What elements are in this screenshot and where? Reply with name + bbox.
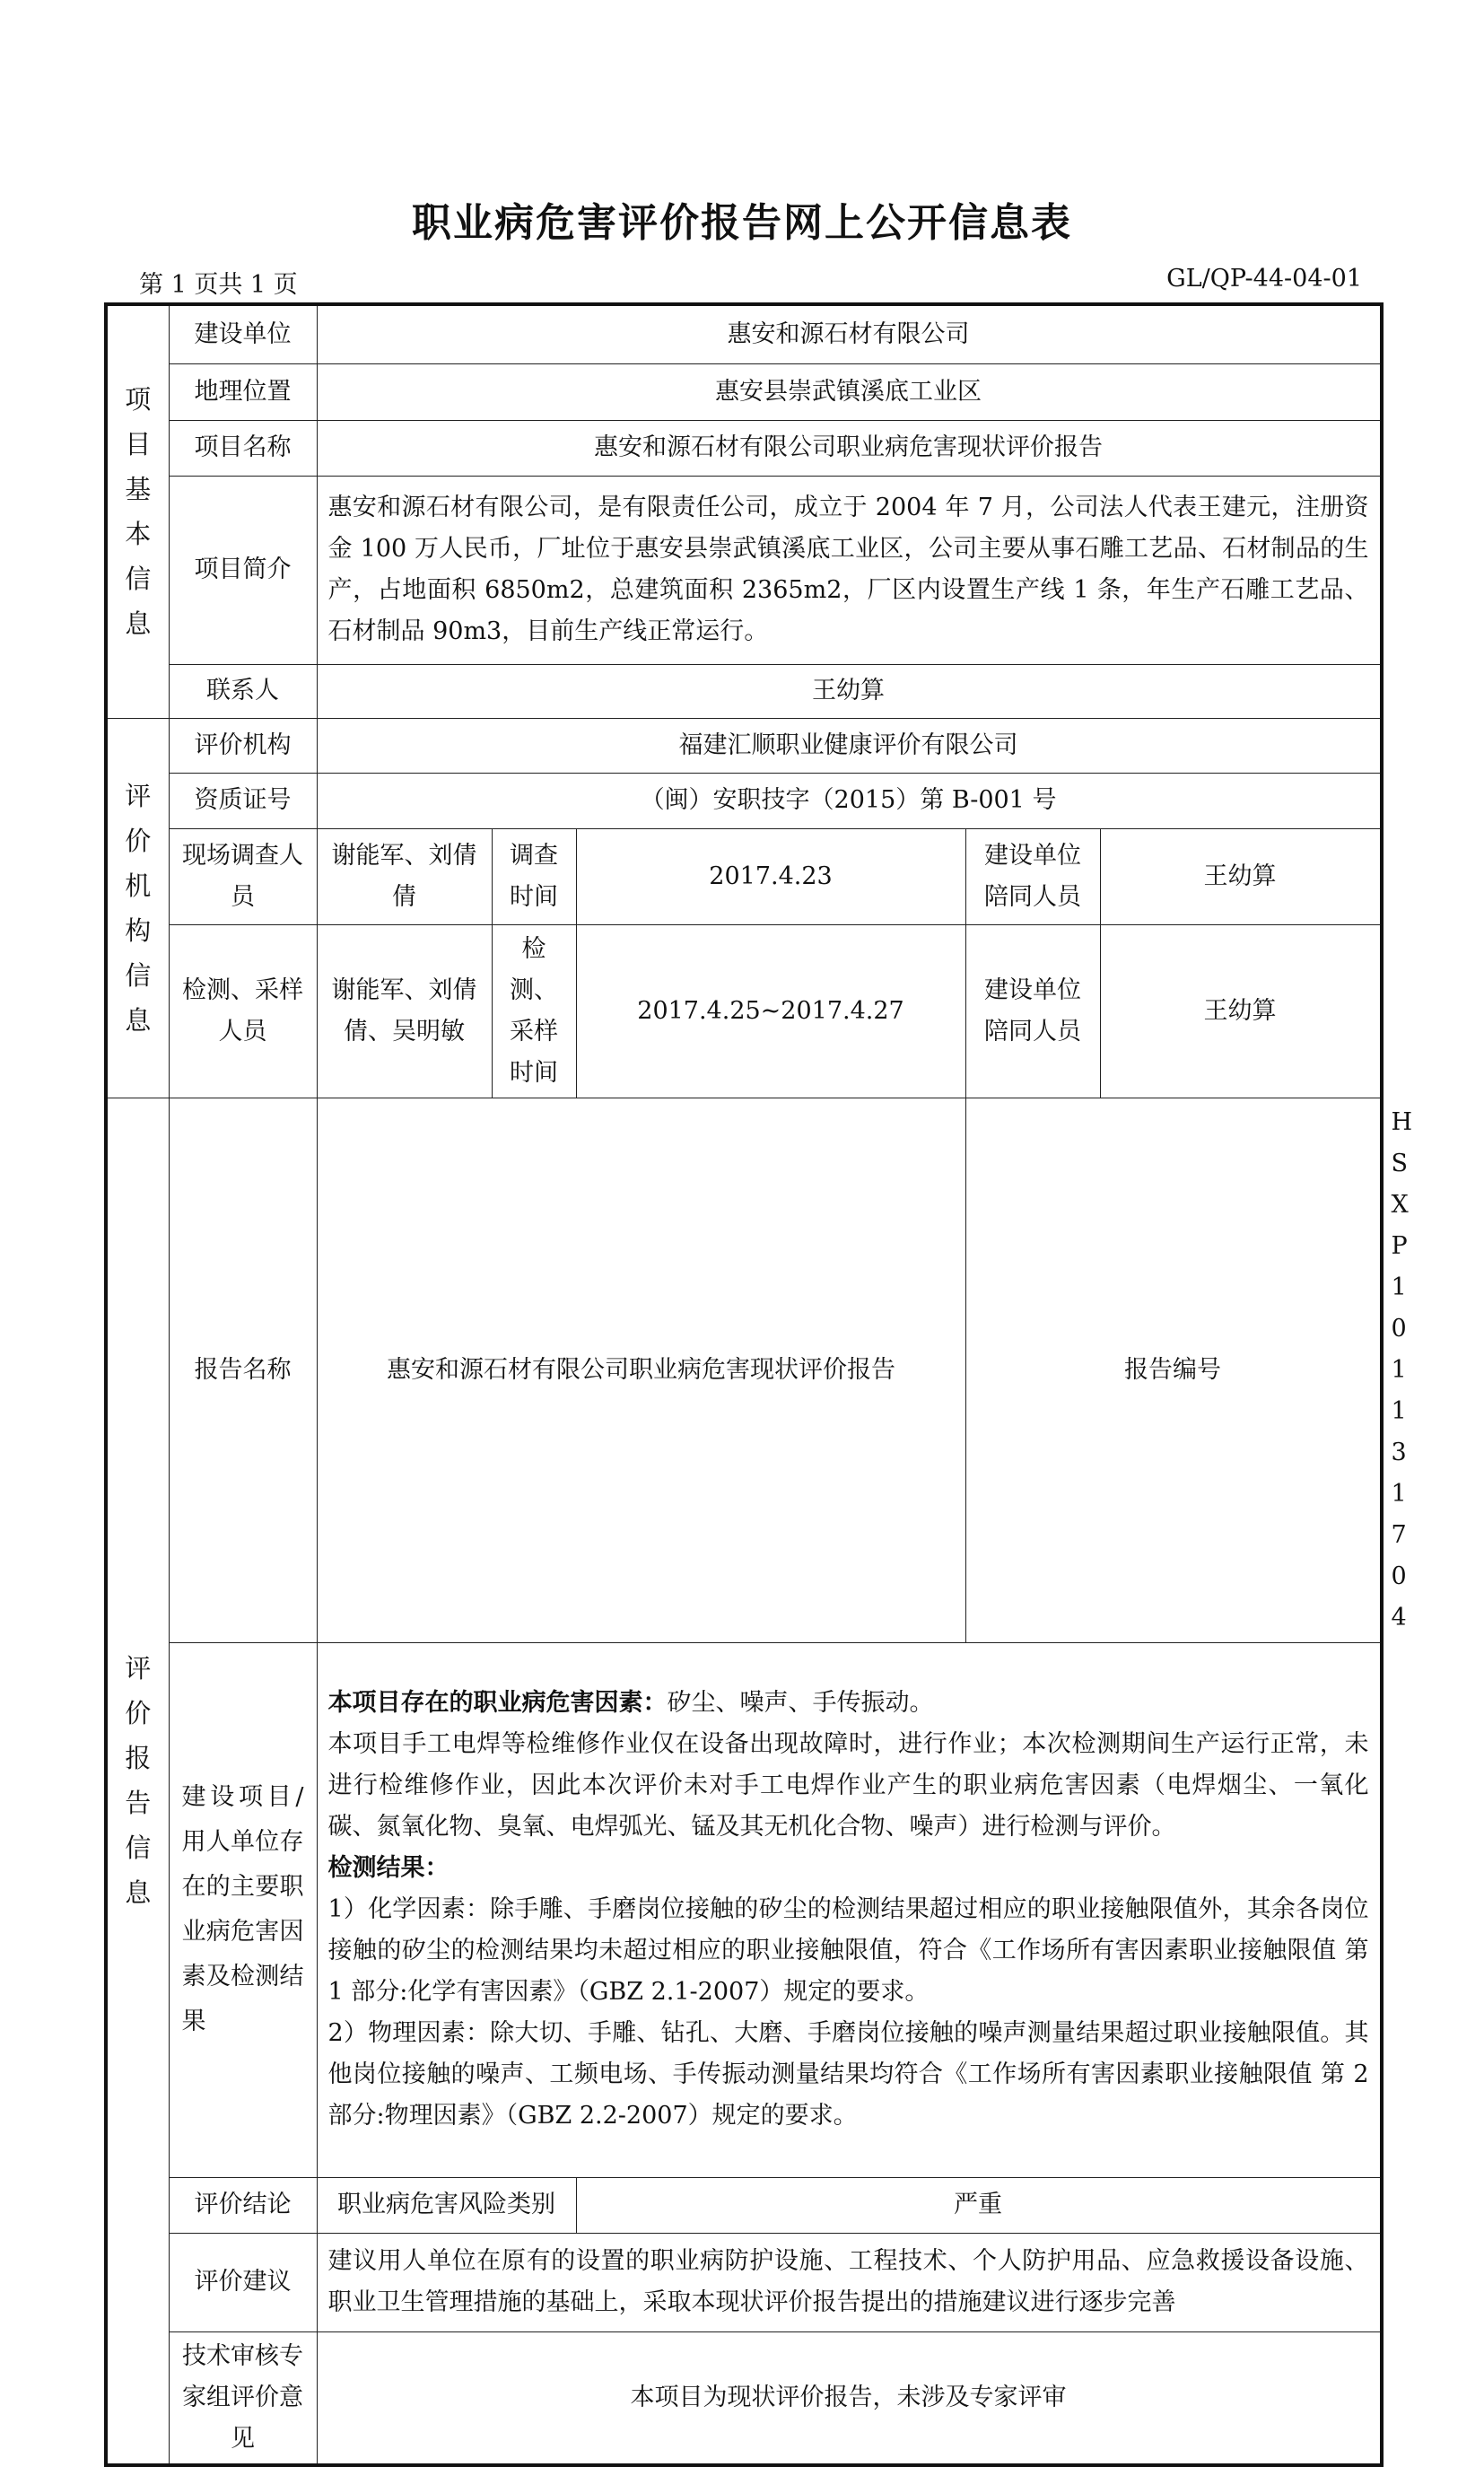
unit-label: 建设单位	[169, 304, 317, 363]
survey-staff-label: 现场调查人员	[169, 828, 317, 924]
hazards-heading: 本项目存在的职业病危害因素：	[327, 1689, 668, 1717]
cert-label: 资质证号	[169, 773, 317, 828]
hazards-detail	[317, 1642, 1380, 2177]
result-chemical: 1）化学因素：除手雕、手磨岗位接触的矽尘的检测结果超过相应的职业接触限值外，其余各岗位接触的矽尘的检测结果均未超过相应的职业接触限值，符合《工作场所有害因素职业接触限值 第 1 部分:化学有害因素》（GBZ 2.1-2007）规定的要求。	[327, 1895, 1369, 2006]
hazards-list: 矽尘、噪声、手传振动。	[667, 1689, 934, 1717]
conclusion-label: 评价结论	[169, 2177, 317, 2233]
project-intro-value: 惠安和源石材有限公司，是有限责任公司，成立于 2004 年 7 月，公司法人代表王建元，注册资金 100 万人民币，厂址位于惠安县崇武镇溪底工业区，公司主要从事石雕工艺品、石材制品的生产，占地面积 6850m2，总建筑面积 2365m2，厂区内设置生产线 1 条，年生产石雕工艺品、石材制品 90m3，目前生产线正常运行。	[317, 476, 1380, 664]
survey-time-label: 调查时间	[492, 828, 576, 924]
accompany-label-1: 建设单位陪同人员	[965, 828, 1100, 924]
accompany-value-1: 王幼算	[1100, 828, 1380, 924]
project-intro-label: 项目简介	[169, 476, 317, 664]
location-value: 惠安县崇武镇溪底工业区	[317, 363, 1380, 420]
cert-value: （闽）安职技字（2015）第 B-001 号	[317, 773, 1380, 828]
info-table	[104, 302, 1413, 2467]
sampling-time-value: 2017.4.25~2017.4.27	[576, 924, 965, 1098]
section-report-info: 评价报告信息	[106, 1098, 169, 2465]
result-physical: 2）物理因素：除大切、手雕、钻孔、大磨、手磨岗位接触的噪声测量结果超过职业接触限值。其他岗位接触的噪声、工频电场、手传振动测量结果均符合《工作场所有害因素职业接触限值 第 2 部分:物理因素》（GBZ 2.2-2007）规定的要求。	[327, 2019, 1369, 2130]
sampling-time-label: 检测、采样时间	[492, 924, 576, 1098]
review-value: 本项目为现状评价报告，未涉及专家评审	[317, 2331, 1380, 2465]
survey-time-value: 2017.4.23	[576, 828, 965, 924]
section-agency-info: 评价机构信息	[106, 718, 169, 1098]
report-name-value: 惠安和源石材有限公司职业病危害现状评价报告	[317, 1098, 965, 1642]
advice-value: 建议用人单位在原有的设置的职业病防护设施、工程技术、个人防护用品、应急救援设备设施、职业卫生管理措施的基础上，采取本现状评价报告提出的措施建议进行逐步完善	[317, 2233, 1380, 2331]
risk-category-value: 严重	[576, 2177, 1380, 2233]
document-title: 职业病危害评价报告网上公开信息表	[412, 200, 1072, 246]
contact-label: 联系人	[169, 664, 317, 718]
risk-category-label: 职业病危害风险类别	[317, 2177, 576, 2233]
section-basic-info: 项目基本信息	[106, 304, 169, 718]
agency-label: 评价机构	[169, 718, 317, 773]
accompany-value-2: 王幼算	[1100, 924, 1380, 1098]
results-heading: 检测结果：	[327, 1854, 450, 1882]
report-number-value: HSXP101131704	[1380, 1098, 1382, 1642]
unit-value: 惠安和源石材有限公司	[317, 304, 1380, 363]
report-name-label: 报告名称	[169, 1098, 317, 1642]
hazards-note: 本项目手工电焊等检维修作业仅在设备出现故障时，进行作业；本次检测期间生产运行正常，未进行检维修作业，因此本次评价未对手工电焊作业产生的职业病危害因素（电焊烟尘、一氧化碳、氮氧化物、臭氧、电焊弧光、锰及其无机化合物、噪声）进行检测与评价。	[327, 1730, 1369, 1841]
sampling-staff-value: 谢能军、刘倩倩、吴明敏	[317, 924, 492, 1098]
hazards-label: 建设项目/用人单位存在的主要职业病危害因素及检测结果	[169, 1642, 317, 2177]
agency-value: 福建汇顺职业健康评价有限公司	[317, 718, 1380, 773]
report-number-label: 报告编号	[965, 1098, 1380, 1642]
project-name-value: 惠安和源石材有限公司职业病危害现状评价报告	[317, 420, 1380, 476]
advice-label: 评价建议	[169, 2233, 317, 2331]
accompany-label-2: 建设单位陪同人员	[965, 924, 1100, 1098]
survey-staff-value: 谢能军、刘倩倩	[317, 828, 492, 924]
contact-value: 王幼算	[317, 664, 1380, 718]
location-label: 地理位置	[169, 363, 317, 420]
page-info: 第 1 页共 1 页	[139, 271, 298, 299]
review-label: 技术审核专家组评价意见	[169, 2331, 317, 2465]
project-name-label: 项目名称	[169, 420, 317, 476]
sampling-staff-label: 检测、采样人员	[169, 924, 317, 1098]
document-number: GL/QP-44-04-01	[1166, 265, 1362, 293]
